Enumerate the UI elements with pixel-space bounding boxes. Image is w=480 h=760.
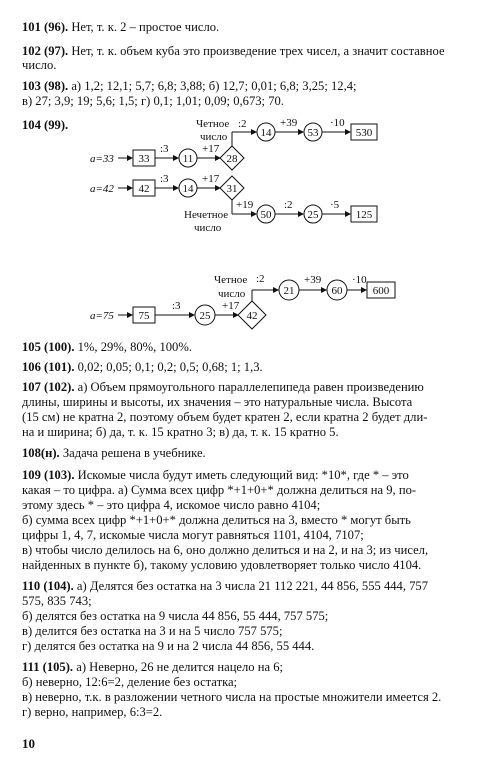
svg-text:число: число — [200, 131, 228, 143]
line-text: на и ширина; б) да, т. к. 15 кратно 3; в) да, т. к. 15 кратно 5. — [22, 425, 339, 439]
line-text: цифры 1, 4, 7, искомые числа могут равняться 1101, 4104, 7107; — [22, 528, 364, 542]
problem-number: 106 (101). — [22, 360, 75, 374]
svg-text:Четное: Четное — [196, 118, 230, 130]
page-number: 10 — [22, 736, 35, 751]
problem-number: 104 (99). — [22, 118, 69, 132]
line-text: в) чтобы число делилось на 6, оно должно делиться и на 2, и на 3; из чисел, — [22, 543, 429, 557]
svg-text:31: 31 — [226, 183, 238, 195]
line-text: а) Объем прямоугольного параллелепипеда равен произведению — [74, 380, 424, 394]
line-text: г) верно, например, 6:3=2. — [22, 705, 163, 719]
problem-number: 107 (102). — [22, 380, 75, 394]
svg-text:42: 42 — [138, 183, 150, 195]
line-text: найденных в пункте б), такому условию удовлетворяет только число 4104. — [22, 558, 422, 572]
line-text: Задача решена в учебнике. — [59, 446, 206, 460]
svg-text:+17: +17 — [202, 173, 220, 185]
svg-text::3: :3 — [172, 300, 181, 312]
problem-number: 108(н). — [22, 446, 60, 460]
svg-text:Четное: Четное — [214, 274, 248, 286]
op-label: :3 — [160, 143, 169, 155]
line-text: длины, ширины и высоты, их значения – это натуральные числа. Высота — [22, 395, 413, 409]
svg-text:число: число — [218, 288, 246, 300]
line-text: а) Делятся без остатка на 3 числа 21 112 221, 44 856, 555 444, 757 — [73, 579, 429, 593]
start-value: 33 — [138, 153, 150, 165]
line-text: в) делится без остатка на 3 и на 5 число 757 575; — [22, 624, 283, 638]
svg-text:11: 11 — [182, 153, 194, 165]
svg-text:+17: +17 — [202, 143, 220, 155]
svg-text:·10: ·10 — [330, 117, 345, 129]
problem-number: 105 (100). — [22, 340, 75, 354]
diagram-a42 — [90, 173, 377, 234]
line-text: в) 27; 3,9; 19; 5,6; 1,5; г) 0,1; 1,01; 0,09; 0,673; 70. — [22, 94, 284, 108]
problem-number: 103 (98). — [22, 79, 69, 93]
line-text: (15 см) не кратна 2, поэтому объем будет кратен 2, если кратна 2 будет дли- — [22, 410, 428, 424]
svg-text:·10: ·10 — [352, 274, 367, 286]
svg-text:14: 14 — [182, 183, 194, 195]
svg-text:+39: +39 — [280, 117, 298, 129]
problem-number: 102 (97). — [22, 44, 69, 58]
problem-number: 110 (104). — [22, 579, 74, 593]
svg-text:a=75: a=75 — [90, 310, 114, 322]
line-text: Искомые числа будут иметь следующий вид: *10*, где * – это — [74, 468, 409, 482]
line-text: число. — [22, 58, 57, 72]
line-text: а) 1,2; 12,1; 5,7; 6,8; 3,88; б) 12,7; 0,01; 6,8; 3,25; 12,4; — [68, 79, 357, 93]
svg-text::2: :2 — [238, 118, 247, 130]
line-text: 0,02; 0,05; 0,1; 0,2; 0,5; 0,68; 1; 1,3. — [74, 360, 263, 374]
line-text: 1%, 29%, 80%, 100%. — [74, 340, 192, 354]
svg-text:75: 75 — [138, 310, 150, 322]
svg-text:·5: ·5 — [330, 199, 340, 211]
line-text: б) делятся без остатка на 9 числа 44 856, 55 444, 757 575; — [22, 609, 329, 623]
problem-number: 101 (96). — [22, 20, 69, 34]
problem-number: 111 (105). — [22, 660, 74, 674]
line-text: б) неверно, 12:6=2, деление без остатка; — [22, 675, 238, 689]
svg-text::3: :3 — [160, 173, 169, 185]
svg-text:21: 21 — [283, 285, 295, 297]
svg-text:+19: +19 — [236, 199, 254, 211]
line-text: этому здесь * – это цифра 4, искомое число равно 4104; — [22, 498, 321, 512]
line-text: б) сумма всех цифр *+1+0+* должна делиться на 3, вместо * могут быть — [22, 513, 411, 527]
svg-text:число: число — [194, 222, 222, 234]
line-text: Нет, т. к. объем куба это произведение трех чисел, а значит составное — [68, 44, 445, 58]
svg-text::2: :2 — [284, 199, 293, 211]
svg-text:+17: +17 — [222, 300, 240, 312]
svg-text:530: 530 — [355, 127, 373, 139]
svg-text:14: 14 — [260, 127, 272, 139]
svg-text::2: :2 — [256, 273, 265, 285]
svg-text:50: 50 — [260, 209, 272, 221]
svg-text:a=42: a=42 — [90, 183, 114, 195]
svg-text:28: 28 — [226, 153, 238, 165]
svg-text:600: 600 — [372, 285, 390, 297]
svg-text:60: 60 — [331, 285, 343, 297]
line-text: 575, 835 743; — [22, 594, 92, 608]
line-text: какая – то цифра. а) Сумма всех цифр *+1+0+* должна делиться на 9, по- — [22, 483, 417, 497]
problem-number: 109 (103). — [22, 468, 75, 482]
svg-text:53: 53 — [307, 127, 319, 139]
svg-text:+39: +39 — [304, 274, 322, 286]
line-text: Нет, т. к. 2 – простое число. — [68, 20, 220, 34]
svg-text:25: 25 — [307, 209, 319, 221]
diagram-a33 — [90, 117, 377, 170]
line-text: г) делятся без остатка на 9 и на 2 числа 44 856, 55 444. — [22, 639, 315, 653]
svg-text:25: 25 — [199, 310, 211, 322]
svg-text:42: 42 — [246, 310, 258, 322]
svg-text:Нечетное: Нечетное — [184, 209, 229, 221]
diagram-a75 — [90, 273, 395, 329]
line-text: в) неверно, т.к. в разложении четного числа на простые множители имеется 2. — [22, 690, 442, 704]
a-label: a=33 — [90, 153, 114, 165]
svg-text:125: 125 — [355, 209, 373, 221]
line-text: а) Неверно, 26 не делится нацело на 6; — [73, 660, 284, 674]
